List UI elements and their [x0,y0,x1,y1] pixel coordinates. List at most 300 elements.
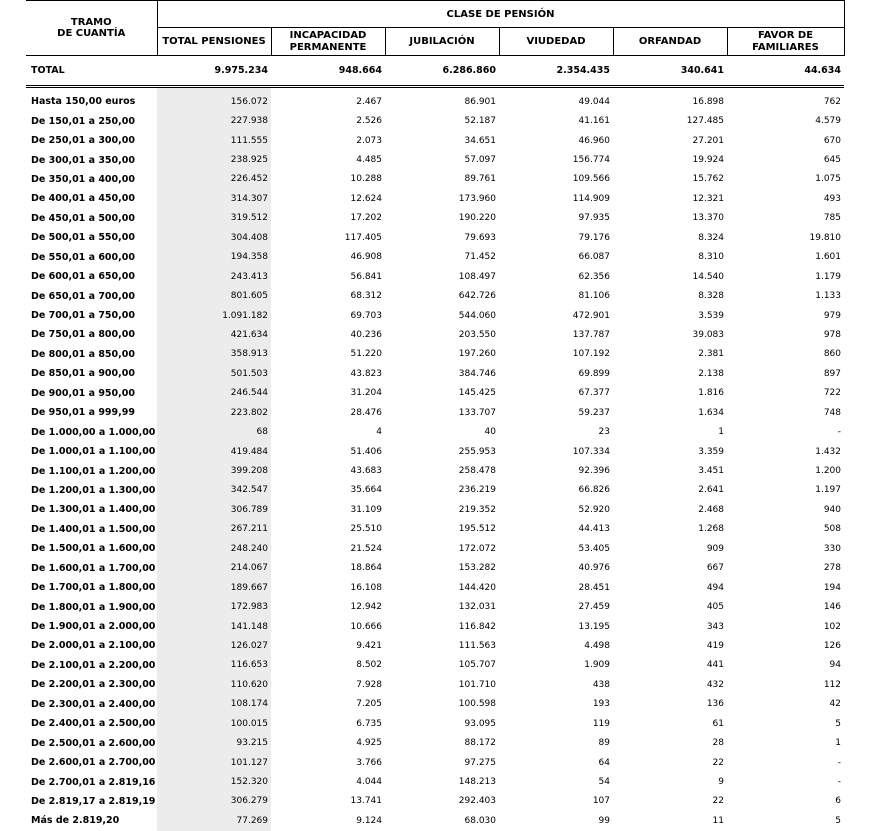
cell-value: 8.324 [698,232,724,243]
row-label: De 2.000,01 a 2.100,00 [31,640,156,652]
column-header-line1: ORFANDAD [638,35,702,47]
table-row [26,481,844,500]
cell-value: 190.220 [458,213,496,224]
cell-value: 16.108 [350,582,382,593]
cell-value: 25.510 [350,524,382,535]
cell-value: 54 [598,777,610,788]
row-label: De 1.300,01 a 1.400,00 [31,504,156,516]
cell-value: 314.307 [157,189,271,208]
cell-value: 1.133 [815,291,841,302]
cell-value: 4.498 [584,640,610,651]
row-label: De 900,01 a 950,00 [31,387,135,399]
row-label: De 350,01 a 400,00 [31,173,135,185]
cell-value: 8.502 [356,660,382,671]
cell-value: 432 [706,679,724,690]
cell-value: 117.405 [344,232,382,243]
cell-value: 88.172 [464,738,496,749]
cell-value: 1.200 [815,466,841,477]
cell-value: 173.960 [458,193,496,204]
cell-value: 132.031 [458,602,496,613]
cell-value: - [837,427,841,438]
cell-value: 508 [823,524,841,535]
header-tramo-line1: TRAMO [70,17,112,28]
row-label: De 300,01 a 350,00 [31,154,135,166]
cell-value: 405 [706,602,724,613]
cell-value: 226.452 [157,170,271,189]
table-row [26,461,844,480]
cell-value: 438 [592,679,610,690]
cell-value: 978 [823,329,841,340]
row-label: De 250,01 a 300,00 [31,135,135,147]
cell-value: 7.205 [356,699,382,710]
row-label: De 1.500,01 a 1.600,00 [31,543,156,555]
row-label: De 1.400,01 a 1.500,00 [31,523,156,535]
table-row [26,559,844,578]
row-label: De 2.300,01 a 2.400,00 [31,698,156,710]
cell-value: 92.396 [578,466,610,477]
column-header-line2: PERMANENTE [289,41,367,53]
cell-value: 330 [823,543,841,554]
cell-value: 43.823 [350,368,382,379]
cell-value: 1.179 [815,271,841,282]
cell-value: 46.960 [578,135,610,146]
cell-value: 116.842 [458,621,496,632]
cell-value: 3.766 [356,757,382,768]
cell-value: 64 [598,757,610,768]
cell-value: 667 [706,563,724,574]
cell-value: 156.072 [157,92,271,111]
cell-value: 79.693 [464,232,496,243]
cell-value: 66.087 [578,252,610,263]
cell-value: 258.478 [458,466,496,477]
cell-value: 172.072 [458,543,496,554]
column-header-line1: VIUDEDAD [526,35,586,47]
cell-value: 306.279 [157,792,271,811]
row-label: De 850,01 a 900,00 [31,368,135,380]
table-row [26,364,844,383]
cell-value: 127.485 [686,116,724,127]
cell-value: 53.405 [578,543,610,554]
column-header [271,28,385,56]
cell-value: 3.539 [698,310,724,321]
table-row [26,306,844,325]
cell-value: 2.526 [356,116,382,127]
cell-value: 10.288 [350,174,382,185]
cell-value: 642.726 [458,291,496,302]
cell-value: 22 [712,796,724,807]
header-clase: CLASE DE PENSIÓN [157,1,844,28]
cell-value: 93.095 [464,718,496,729]
cell-value: 493 [823,193,841,204]
table-row [26,111,844,130]
table-row [26,189,844,208]
row-label: De 400,01 a 450,00 [31,193,135,205]
cell-value: 44.634 [727,56,844,87]
cell-value: 860 [823,349,841,360]
cell-value: 51.406 [350,446,382,457]
cell-value: 69.899 [578,368,610,379]
cell-value: 13.370 [692,213,724,224]
row-label: De 1.800,01 a 1.900,00 [31,601,156,613]
table-row [26,500,844,519]
row-label: De 700,01 a 750,00 [31,310,135,322]
row-label: De 1.200,01 a 1.300,00 [31,484,156,496]
row-label: De 650,01 a 700,00 [31,290,135,302]
table-row [26,403,844,422]
table-row [26,442,844,461]
cell-value: 4.485 [356,155,382,166]
column-header [727,28,844,56]
cell-value: 1.268 [698,524,724,535]
row-label: De 1.100,01 a 1.200,00 [31,465,156,477]
table-row [26,384,844,403]
cell-value: 28.476 [350,407,382,418]
cell-value: 111.563 [458,640,496,651]
cell-value: 13.195 [578,621,610,632]
cell-value: 238.925 [157,150,271,169]
cell-value: 306.789 [157,500,271,519]
cell-value: 214.067 [157,559,271,578]
table-row [26,597,844,616]
row-label: De 1.700,01 a 1.800,00 [31,582,156,594]
cell-value: 114.909 [572,193,610,204]
cell-value: 8.328 [698,291,724,302]
cell-value: 304.408 [157,228,271,247]
row-label: De 500,01 a 550,00 [31,232,135,244]
cell-value: 189.667 [157,578,271,597]
cell-value: 419 [706,640,724,651]
cell-value: 107 [592,796,610,807]
cell-value: 101.710 [458,679,496,690]
cell-value: 100.598 [458,699,496,710]
cell-value: 399.208 [157,461,271,480]
cell-value: 79.176 [578,232,610,243]
cell-value: 1.197 [815,485,841,496]
cell-value: 3.451 [698,466,724,477]
cell-value: 137.787 [572,329,610,340]
cell-value: 544.060 [458,310,496,321]
cell-value: 236.219 [458,485,496,496]
cell-value: 219.352 [458,504,496,515]
cell-value: 472.901 [572,310,610,321]
column-header [157,28,271,56]
cell-value: 94 [829,660,841,671]
cell-value: 4 [376,427,382,438]
cell-value: 136 [706,699,724,710]
table-row [26,92,844,111]
cell-value: 43.683 [350,466,382,477]
row-label: Hasta 150,00 euros [31,96,136,108]
column-header-line1: TOTAL PENSIONES [162,35,266,47]
row-label: De 1.900,01 a 2.000,00 [31,621,156,633]
table-row [26,792,844,811]
column-header-line1: JUBILACIÓN [409,35,475,47]
cell-value: 28.451 [578,582,610,593]
cell-value: 108.174 [157,695,271,714]
cell-value: 153.282 [458,563,496,574]
cell-value: 5 [835,718,841,729]
cell-value: 2.381 [698,349,724,360]
cell-value: 68.312 [350,291,382,302]
cell-value: 71.452 [464,252,496,263]
row-label: De 1.600,01 a 1.700,00 [31,562,156,574]
cell-value: 44.413 [578,524,610,535]
cell-value: 126.027 [157,636,271,655]
cell-value: 17.202 [350,213,382,224]
cell-value: 21.524 [350,543,382,554]
cell-value: 1 [835,738,841,749]
cell-value: 6 [835,796,841,807]
table-row [26,325,844,344]
cell-value: 49.044 [578,96,610,107]
cell-value: 1 [718,427,724,438]
cell-value: 68 [157,422,271,441]
cell-value: 81.106 [578,291,610,302]
cell-value: 2.467 [356,96,382,107]
row-label: De 450,01 a 500,00 [31,212,135,224]
cell-value: 89.761 [464,174,496,185]
cell-value: 51.220 [350,349,382,360]
cell-value: 12.321 [692,193,724,204]
row-label: De 600,01 a 650,00 [31,271,135,283]
cell-value: 340.641 [613,56,727,87]
cell-value: 8.310 [698,252,724,263]
table-row [26,422,844,441]
cell-value: 93.215 [157,733,271,752]
cell-value: 110.620 [157,675,271,694]
cell-value: 979 [823,310,841,321]
cell-value: 319.512 [157,209,271,228]
table-row [26,753,844,772]
cell-value: 14.540 [692,271,724,282]
cell-value: 42 [829,699,841,710]
cell-value: 13.741 [350,796,382,807]
row-label: De 2.100,01 a 2.200,00 [31,659,156,671]
cell-value: 67.377 [578,388,610,399]
row-label: De 750,01 a 800,00 [31,329,135,341]
cell-value: 193 [592,699,610,710]
cell-value: 722 [823,388,841,399]
cell-value: 69.703 [350,310,382,321]
cell-value: - [837,757,841,768]
cell-value: 421.634 [157,325,271,344]
cell-value: 145.425 [458,388,496,399]
cell-value: 40 [484,427,496,438]
cell-value: 31.204 [350,388,382,399]
table-row [26,286,844,305]
table-row [26,520,844,539]
cell-value: 52.920 [578,504,610,515]
cell-value: 27.459 [578,602,610,613]
cell-value: 748 [823,407,841,418]
cell-value: 2.468 [698,504,724,515]
cell-value: 4.579 [815,116,841,127]
cell-value: 107.192 [572,349,610,360]
cell-value: 12.942 [350,602,382,613]
cell-value: 35.664 [350,485,382,496]
cell-value: 12.624 [350,193,382,204]
cell-value: 141.148 [157,617,271,636]
row-label: TOTAL [26,56,157,87]
table-row [26,150,844,169]
cell-value: 223.802 [157,403,271,422]
cell-value: 46.908 [350,252,382,263]
cell-value: 6.735 [356,718,382,729]
cell-value: 358.913 [157,345,271,364]
header-tramo [26,1,157,56]
cell-value: 18.864 [350,563,382,574]
cell-value: 11 [712,815,724,826]
cell-value: 6.286.860 [385,56,499,87]
cell-value: 4.925 [356,738,382,749]
cell-value: 107.334 [572,446,610,457]
cell-value: 57.097 [464,155,496,166]
column-header [385,28,499,56]
cell-value: 203.550 [458,329,496,340]
cell-value: 9 [718,777,724,788]
cell-value: 146 [823,602,841,613]
cell-value: 343 [706,621,724,632]
table-row [26,267,844,286]
table-row [26,170,844,189]
cell-value: 9.124 [356,815,382,826]
cell-value: 1.091.182 [157,306,271,325]
cell-value: 940 [823,504,841,515]
cell-value: 2.354.435 [499,56,613,87]
cell-value: 23 [598,427,610,438]
cell-value: 101.127 [157,753,271,772]
cell-value: 15.762 [692,174,724,185]
table-row [26,228,844,247]
table-row [26,578,844,597]
total-row [26,56,844,87]
cell-value: 2.641 [698,485,724,496]
cell-value: 16.898 [692,96,724,107]
cell-value: 119 [592,718,610,729]
row-label: De 2.500,01 a 2.600,00 [31,737,156,749]
table-row [26,772,844,791]
cell-value: 1.816 [698,388,724,399]
cell-value: 243.413 [157,267,271,286]
cell-value: 105.707 [458,660,496,671]
row-label: Más de 2.819,20 [31,815,120,827]
cell-value: 86.901 [464,96,496,107]
cell-value: 1.634 [698,407,724,418]
table-row [26,695,844,714]
cell-value: 66.826 [578,485,610,496]
cell-value: 292.403 [458,796,496,807]
table-row [26,539,844,558]
cell-value: 7.928 [356,679,382,690]
cell-value: 102 [823,621,841,632]
cell-value: 152.320 [157,772,271,791]
row-label: De 800,01 a 850,00 [31,348,135,360]
cell-value: 3.359 [698,446,724,457]
cell-value: 109.566 [572,174,610,185]
table-row [26,248,844,267]
cell-value: 255.953 [458,446,496,457]
row-label: De 1.000,01 a 1.100,00 [31,446,156,458]
cell-value: 19.810 [809,232,841,243]
row-label: De 2.819,17 a 2.819,19 [31,795,156,807]
cell-value: 419.484 [157,442,271,461]
cell-value: 5 [835,815,841,826]
cell-value: 197.260 [458,349,496,360]
table-row [26,733,844,752]
cell-value: 97.935 [578,213,610,224]
cell-value: 194 [823,582,841,593]
cell-value: 22 [712,757,724,768]
cell-value: 494 [706,582,724,593]
cell-value: 9.421 [356,640,382,651]
row-label: De 550,01 a 600,00 [31,251,135,263]
cell-value: 501.503 [157,364,271,383]
cell-value: 670 [823,135,841,146]
table-row [26,636,844,655]
row-label: De 2.700,01 a 2.819,16 [31,776,156,788]
cell-value: 246.544 [157,384,271,403]
cell-value: 68.030 [464,815,496,826]
cell-value: 2.073 [356,135,382,146]
cell-value: 195.512 [458,524,496,535]
cell-value: 227.938 [157,111,271,130]
row-label: De 150,01 a 250,00 [31,115,135,127]
cell-value: 100.015 [157,714,271,733]
row-label: De 1.000,00 a 1.000,00 [31,426,156,438]
table-row [26,811,844,830]
cell-value: 248.240 [157,539,271,558]
cell-value: 801.605 [157,286,271,305]
cell-value: 133.707 [458,407,496,418]
cell-value: 77.269 [157,811,271,830]
cell-value: 62.356 [578,271,610,282]
column-header-line1: INCAPACIDAD [289,29,367,41]
cell-value: 97.275 [464,757,496,768]
table-row [26,617,844,636]
cell-value: 111.555 [157,131,271,150]
cell-value: - [837,777,841,788]
cell-value: 156.774 [572,155,610,166]
column-header [499,28,613,56]
cell-value: 342.547 [157,481,271,500]
table-row [26,714,844,733]
cell-value: 1.432 [815,446,841,457]
cell-value: 116.653 [157,656,271,675]
cell-value: 785 [823,213,841,224]
cell-value: 762 [823,96,841,107]
cell-value: 39.083 [692,329,724,340]
cell-value: 40.236 [350,329,382,340]
cell-value: 645 [823,155,841,166]
header-tramo-line2: DE CUANTÍA [57,28,126,39]
cell-value: 441 [706,660,724,671]
table-row [26,656,844,675]
cell-value: 27.201 [692,135,724,146]
cell-value: 89 [598,738,610,749]
column-header-line1: FAVOR DE [757,29,814,41]
cell-value: 61 [712,718,724,729]
cell-value: 34.651 [464,135,496,146]
table-row [26,345,844,364]
cell-value: 144.420 [458,582,496,593]
cell-value: 267.211 [157,520,271,539]
cell-value: 9.975.234 [157,56,271,87]
row-label: De 2.200,01 a 2.300,00 [31,679,156,691]
row-label: De 2.400,01 a 2.500,00 [31,718,156,730]
cell-value: 19.924 [692,155,724,166]
cell-value: 1.075 [815,174,841,185]
cell-value: 1.909 [584,660,610,671]
